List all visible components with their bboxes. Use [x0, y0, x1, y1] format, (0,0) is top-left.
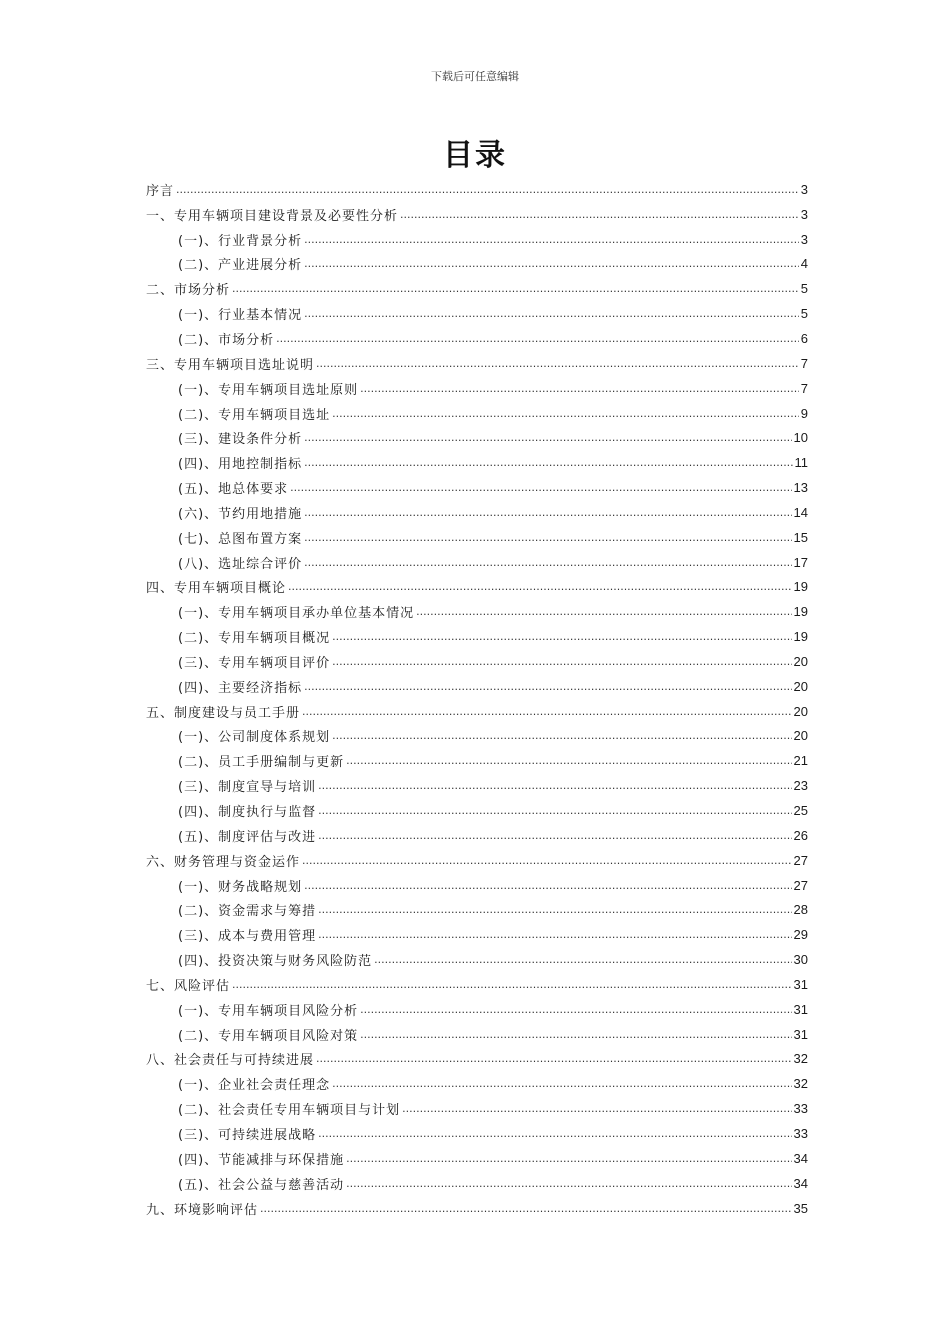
table-of-contents — [146, 177, 808, 1220]
toc-entry-label: (四)、制度执行与监督 — [178, 805, 317, 821]
toc-entry-page-number: 21 — [793, 753, 808, 769]
toc-entry[interactable] — [146, 525, 808, 550]
toc-entry-page-number: 32 — [793, 1076, 808, 1092]
toc-entry[interactable] — [146, 475, 808, 500]
toc-entry-page-number: 34 — [793, 1175, 808, 1191]
page-title: 目录 — [443, 138, 507, 173]
toc-entry-label: 八、社会责任与可持续进展 — [146, 1053, 315, 1069]
toc-dot-leader — [304, 531, 791, 544]
toc-entry-page-number: 19 — [793, 579, 808, 595]
toc-dot-leader — [304, 257, 799, 270]
toc-entry[interactable] — [146, 500, 808, 525]
toc-entry-label: (二)、产业进展分析 — [178, 258, 303, 274]
toc-entry[interactable] — [146, 1146, 808, 1171]
toc-entry[interactable] — [146, 401, 808, 426]
toc-dot-leader — [346, 1177, 791, 1190]
toc-dot-leader — [360, 1003, 791, 1016]
toc-entry-page-number: 34 — [793, 1150, 808, 1166]
toc-entry[interactable] — [146, 922, 808, 947]
toc-entry-label: 九、环境影响评估 — [146, 1202, 259, 1218]
toc-entry[interactable] — [146, 177, 808, 202]
toc-dot-leader — [304, 680, 791, 693]
toc-dot-leader — [302, 705, 792, 718]
toc-entry-page-number: 28 — [793, 902, 808, 918]
toc-dot-leader — [232, 978, 792, 991]
toc-entry-page-number: 5 — [800, 306, 808, 322]
toc-entry[interactable] — [146, 1022, 808, 1047]
toc-entry-label: 五、制度建设与员工手册 — [146, 705, 301, 721]
toc-entry[interactable] — [146, 1196, 808, 1221]
toc-entry[interactable] — [146, 1096, 808, 1121]
toc-entry-label: (一)、专用车辆项目承办单位基本情况 — [178, 606, 415, 622]
toc-entry-label: (四)、主要经济指标 — [178, 680, 303, 696]
toc-entry-page-number: 31 — [793, 976, 808, 992]
toc-entry[interactable] — [146, 972, 808, 997]
toc-entry-page-number: 32 — [793, 1051, 808, 1067]
toc-entry-page-number: 25 — [793, 803, 808, 819]
toc-entry-label: 三、专用车辆项目选址说明 — [146, 357, 315, 373]
toc-entry-page-number: 9 — [800, 405, 808, 421]
toc-entry[interactable] — [146, 1047, 808, 1072]
toc-entry-label: (三)、建设条件分析 — [178, 432, 303, 448]
toc-dot-leader — [290, 481, 791, 494]
toc-entry-page-number: 30 — [793, 952, 808, 968]
toc-dot-leader — [304, 233, 799, 246]
toc-entry-label: (五)、地总体要求 — [178, 482, 289, 498]
toc-dot-leader — [304, 556, 791, 569]
toc-entry-label: (一)、专用车辆项目风险分析 — [178, 1003, 359, 1019]
toc-entry-page-number: 20 — [793, 728, 808, 744]
toc-entry-page-number: 27 — [793, 852, 808, 868]
toc-dot-leader — [304, 456, 792, 469]
toc-entry-page-number: 3 — [800, 206, 808, 222]
toc-dot-leader — [374, 953, 791, 966]
toc-entry[interactable] — [146, 624, 808, 649]
toc-entry[interactable] — [146, 947, 808, 972]
toc-entry[interactable] — [146, 276, 808, 301]
toc-entry-label: 序言 — [146, 183, 175, 199]
toc-dot-leader — [332, 1077, 791, 1090]
toc-entry-page-number: 3 — [800, 231, 808, 247]
toc-entry[interactable] — [146, 649, 808, 674]
toc-dot-leader — [318, 804, 791, 817]
toc-entry-label: (六)、节约用地措施 — [178, 506, 303, 522]
toc-entry[interactable] — [146, 351, 808, 376]
toc-entry-page-number: 20 — [793, 703, 808, 719]
toc-entry-page-number: 6 — [800, 330, 808, 346]
toc-entry[interactable] — [146, 202, 808, 227]
toc-entry-page-number: 26 — [793, 827, 808, 843]
toc-entry-page-number: 20 — [793, 653, 808, 669]
toc-entry[interactable] — [146, 674, 808, 699]
toc-entry[interactable] — [146, 773, 808, 798]
toc-dot-leader — [332, 729, 791, 742]
toc-entry-page-number: 23 — [793, 778, 808, 794]
toc-dot-leader — [232, 282, 799, 295]
toc-dot-leader — [318, 903, 791, 916]
toc-dot-leader — [318, 829, 791, 842]
toc-entry-label: 一、专用车辆项目建设背景及必要性分析 — [146, 208, 399, 224]
toc-dot-leader — [332, 630, 791, 643]
toc-entry[interactable] — [146, 798, 808, 823]
toc-dot-leader — [276, 332, 799, 345]
toc-dot-leader — [416, 605, 791, 618]
toc-entry-label: (一)、公司制度体系规划 — [178, 730, 331, 746]
toc-entry-page-number: 5 — [800, 281, 808, 297]
toc-entry-page-number: 13 — [793, 480, 808, 496]
toc-entry[interactable] — [146, 227, 808, 252]
toc-entry-page-number: 7 — [800, 355, 808, 371]
toc-entry[interactable] — [146, 450, 808, 475]
toc-entry[interactable] — [146, 599, 808, 624]
toc-entry-page-number: 33 — [793, 1101, 808, 1117]
toc-entry[interactable] — [146, 252, 808, 277]
toc-entry[interactable] — [146, 724, 808, 749]
toc-entry-page-number: 29 — [793, 927, 808, 943]
toc-dot-leader — [304, 506, 791, 519]
toc-entry-page-number: 14 — [793, 504, 808, 520]
toc-entry-page-number: 15 — [793, 529, 808, 545]
toc-entry-page-number: 19 — [793, 604, 808, 620]
header-note: 下载后可任意编辑 — [431, 70, 519, 83]
toc-entry-label: (一)、专用车辆项目选址原则 — [178, 382, 359, 398]
toc-dot-leader — [316, 357, 799, 370]
toc-entry[interactable] — [146, 873, 808, 898]
toc-entry-label: (一)、行业背景分析 — [178, 233, 303, 249]
toc-entry[interactable] — [146, 897, 808, 922]
toc-dot-leader — [360, 382, 799, 395]
toc-dot-leader — [304, 431, 791, 444]
toc-dot-leader — [400, 208, 799, 221]
toc-entry-label: (二)、社会责任专用车辆项目与计划 — [178, 1103, 401, 1119]
toc-dot-leader — [346, 754, 791, 767]
toc-entry-label: (二)、专用车辆项目选址 — [178, 407, 331, 423]
toc-entry-page-number: 3 — [800, 181, 808, 197]
toc-entry[interactable] — [146, 1171, 808, 1196]
toc-entry[interactable] — [146, 550, 808, 575]
toc-entry[interactable] — [146, 748, 808, 773]
toc-entry[interactable] — [146, 425, 808, 450]
toc-entry-label: (一)、行业基本情况 — [178, 308, 303, 324]
toc-dot-leader — [402, 1102, 791, 1115]
toc-entry-page-number: 33 — [793, 1125, 808, 1141]
toc-entry[interactable] — [146, 575, 808, 600]
toc-entry-page-number: 4 — [800, 256, 808, 272]
toc-entry-label: (三)、制度宣导与培训 — [178, 780, 317, 796]
toc-entry-label: (七)、总图布置方案 — [178, 531, 303, 547]
toc-entry-label: (二)、资金需求与筹措 — [178, 904, 317, 920]
toc-dot-leader — [302, 854, 792, 867]
toc-entry-label: (二)、市场分析 — [178, 332, 275, 348]
toc-entry-label: 二、市场分析 — [146, 283, 231, 299]
toc-entry-page-number: 7 — [800, 380, 808, 396]
toc-entry[interactable] — [146, 823, 808, 848]
toc-dot-leader — [304, 879, 791, 892]
toc-entry-label: (四)、节能减排与环保措施 — [178, 1152, 345, 1168]
toc-entry-label: (三)、成本与费用管理 — [178, 929, 317, 945]
toc-entry-page-number: 20 — [793, 678, 808, 694]
toc-dot-leader — [346, 1152, 791, 1165]
toc-entry[interactable] — [146, 326, 808, 351]
toc-dot-leader — [332, 407, 799, 420]
toc-entry-label: (二)、专用车辆项目风险对策 — [178, 1028, 359, 1044]
toc-entry-page-number: 17 — [793, 554, 808, 570]
toc-entry-label: (五)、社会公益与慈善活动 — [178, 1177, 345, 1193]
toc-entry-label: (二)、员工手册编制与更新 — [178, 755, 345, 771]
toc-entry-label: (八)、选址综合评价 — [178, 556, 303, 572]
toc-entry-page-number: 31 — [793, 1001, 808, 1017]
toc-entry[interactable] — [146, 301, 808, 326]
toc-entry-label: 四、专用车辆项目概论 — [146, 581, 287, 597]
toc-entry[interactable] — [146, 848, 808, 873]
toc-entry-page-number: 11 — [794, 455, 808, 471]
toc-entry-label: (二)、专用车辆项目概况 — [178, 631, 331, 647]
toc-entry[interactable] — [146, 1121, 808, 1146]
toc-entry-label: (三)、可持续进展战略 — [178, 1127, 317, 1143]
toc-entry-page-number: 35 — [793, 1200, 808, 1216]
toc-entry-label: (三)、专用车辆项目评价 — [178, 655, 331, 671]
toc-dot-leader — [260, 1202, 792, 1215]
toc-dot-leader — [332, 655, 791, 668]
toc-entry[interactable] — [146, 997, 808, 1022]
toc-dot-leader — [176, 183, 799, 196]
toc-entry-page-number: 19 — [793, 629, 808, 645]
toc-dot-leader — [318, 928, 791, 941]
toc-dot-leader — [318, 1127, 791, 1140]
toc-entry[interactable] — [146, 376, 808, 401]
toc-entry-label: 七、风险评估 — [146, 978, 231, 994]
toc-entry-page-number: 27 — [793, 877, 808, 893]
toc-entry-label: 六、财务管理与资金运作 — [146, 854, 301, 870]
toc-entry-label: (四)、用地控制指标 — [178, 457, 303, 473]
toc-entry-label: (四)、投资决策与财务风险防范 — [178, 954, 373, 970]
toc-dot-leader — [318, 779, 791, 792]
toc-entry[interactable] — [146, 699, 808, 724]
toc-dot-leader — [360, 1028, 791, 1041]
toc-entry-page-number: 10 — [793, 430, 808, 446]
toc-entry-label: (一)、企业社会责任理念 — [178, 1078, 331, 1094]
toc-dot-leader — [288, 580, 792, 593]
toc-entry-page-number: 31 — [793, 1026, 808, 1042]
toc-entry[interactable] — [146, 1071, 808, 1096]
toc-entry-label: (一)、财务战略规划 — [178, 879, 303, 895]
toc-dot-leader — [316, 1052, 792, 1065]
toc-dot-leader — [304, 307, 799, 320]
toc-entry-label: (五)、制度评估与改进 — [178, 829, 317, 845]
